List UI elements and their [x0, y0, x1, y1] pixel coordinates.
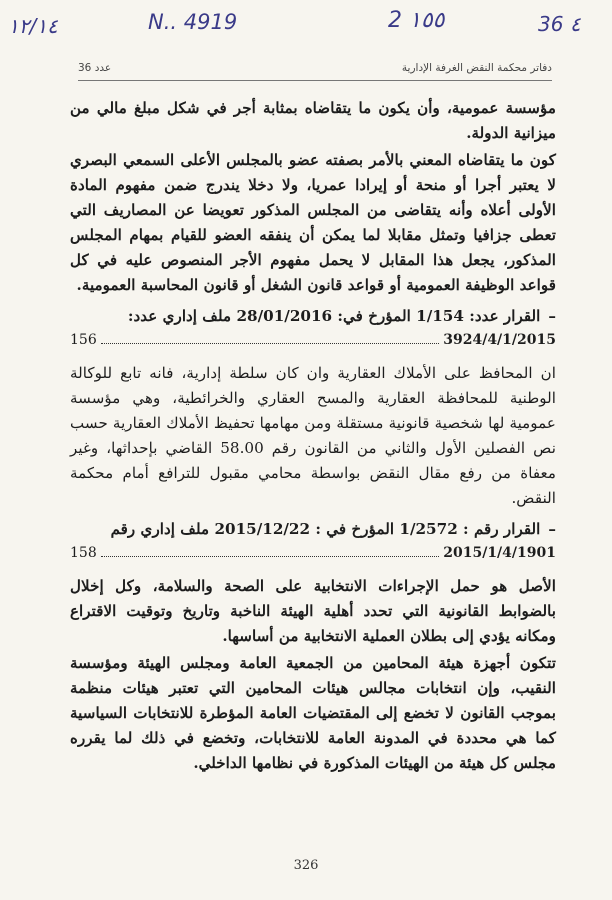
paragraph: الأصل هو حمل الإجراءات الانتخابية على الصحة والسلامة، وكل إخلال بالضوابط القانونية التي تحدد أهلية الهيئة الناخبة وتاريخ وتوقيت الاقتراع ومكانه يؤدي إلى بطلان العملية الانتخابية من أساسها.	[70, 577, 556, 645]
list-dash: –	[548, 307, 556, 325]
decision-reference	[70, 304, 556, 351]
decision-heading	[70, 517, 556, 542]
file-number: 3924/4/1/2015	[443, 332, 556, 348]
header-divider	[78, 80, 552, 81]
journal-title: دفاتر محكمة النقض الغرفة الإدارية	[401, 62, 552, 74]
decision-file-line	[70, 542, 556, 564]
paragraph: مؤسسة عمومية، وأن يكون ما يتقاضاه بمثابة أجر في شكل مبلغ مالي من ميزانية الدولة.	[70, 99, 556, 142]
handwritten-annotation-reference: N.. 4919	[148, 10, 238, 34]
page-body	[70, 96, 556, 778]
paragraph: ان المحافظ على الأملاك العقارية وان كان سلطة إدارية، فانه تابع للوكالة الوطنية للمحافظة العقارية والمسح العقاري والخرائطية، وهي مؤسسة عمومية لها شخصية قانونية مستقلة ومن مهامها تحفيظ الأملاك العقارية حسب نص الفصلين الأول والثاني من القانون رقم 58.00 القاضي بإحداثها، وغير معفاة من رفع مقال النقض بواسطة محامي مقبول للترافع أمام محكمة النقض.	[70, 364, 556, 507]
decision-number-date: القرار رقم : 1/2572 المؤرخ في : 2015/12/22 ملف إداري رقم	[110, 520, 541, 538]
page-number: 326	[293, 858, 319, 873]
handwritten-annotation-right: 36 ٤	[538, 12, 581, 36]
handwritten-annotation-middle: 2 ١٥٥	[388, 8, 445, 33]
issue-number: عدد 36	[78, 62, 112, 74]
dot-leader	[101, 544, 440, 557]
page-reference: 156	[70, 332, 97, 348]
handwritten-annotation-left: ١٢/١٤	[8, 14, 58, 38]
dot-leader	[101, 331, 440, 344]
paragraph: تتكون أجهزة هيئة المحامين من الجمعية العامة ومجلس الهيئة ومؤسسة النقيب، وإن انتخابات مجالس هيئات المحامين التي تعتبر هيئات منظمة بموجب القانون لا تخضع إلى المقتضيات العامة المؤطرة للانتخابات السياسية كما هي محددة في المدونة العامة للانتخابات، وتخضع في ذلك لما يقرره مجلس كل هيئة من الهيئات المذكورة في نظامها الداخلي.	[70, 654, 556, 772]
running-header	[78, 62, 552, 74]
file-number: 2015/1/4/1901	[443, 545, 556, 561]
page-reference: 158	[70, 545, 97, 561]
decision-file-line	[70, 329, 556, 351]
decision-reference	[70, 517, 556, 564]
decision-heading	[70, 304, 556, 329]
list-dash: –	[548, 520, 556, 538]
paragraph: كون ما يتقاضاه المعني بالأمر بصفته عضو بالمجلس الأعلى السمعي البصري لا يعتبر أجرا أو منحة أو إيرادا عمريا، ولا دخلا يندرج ضمن مفهوم المادة الأولى أعلاه وأنه يتقاضى من المجلس المذكور تعويضا عن المصاريف التي تعطى جزافيا وتمثل مقابلا لما يمكن أن ينفقه العضو للقيام بمهام المجلس المذكور، يجعل هذا المقابل لا يحمل مفهوم الأجر المنصوص عليه في كل قواعد الوظيفة العمومية أو قواعد قانون الشغل أو قانون المحاسبة العمومية.	[70, 151, 556, 294]
decision-number-date: القرار عدد: 1/154 المؤرخ في: 28/01/2016 ملف إداري عدد:	[127, 307, 541, 325]
